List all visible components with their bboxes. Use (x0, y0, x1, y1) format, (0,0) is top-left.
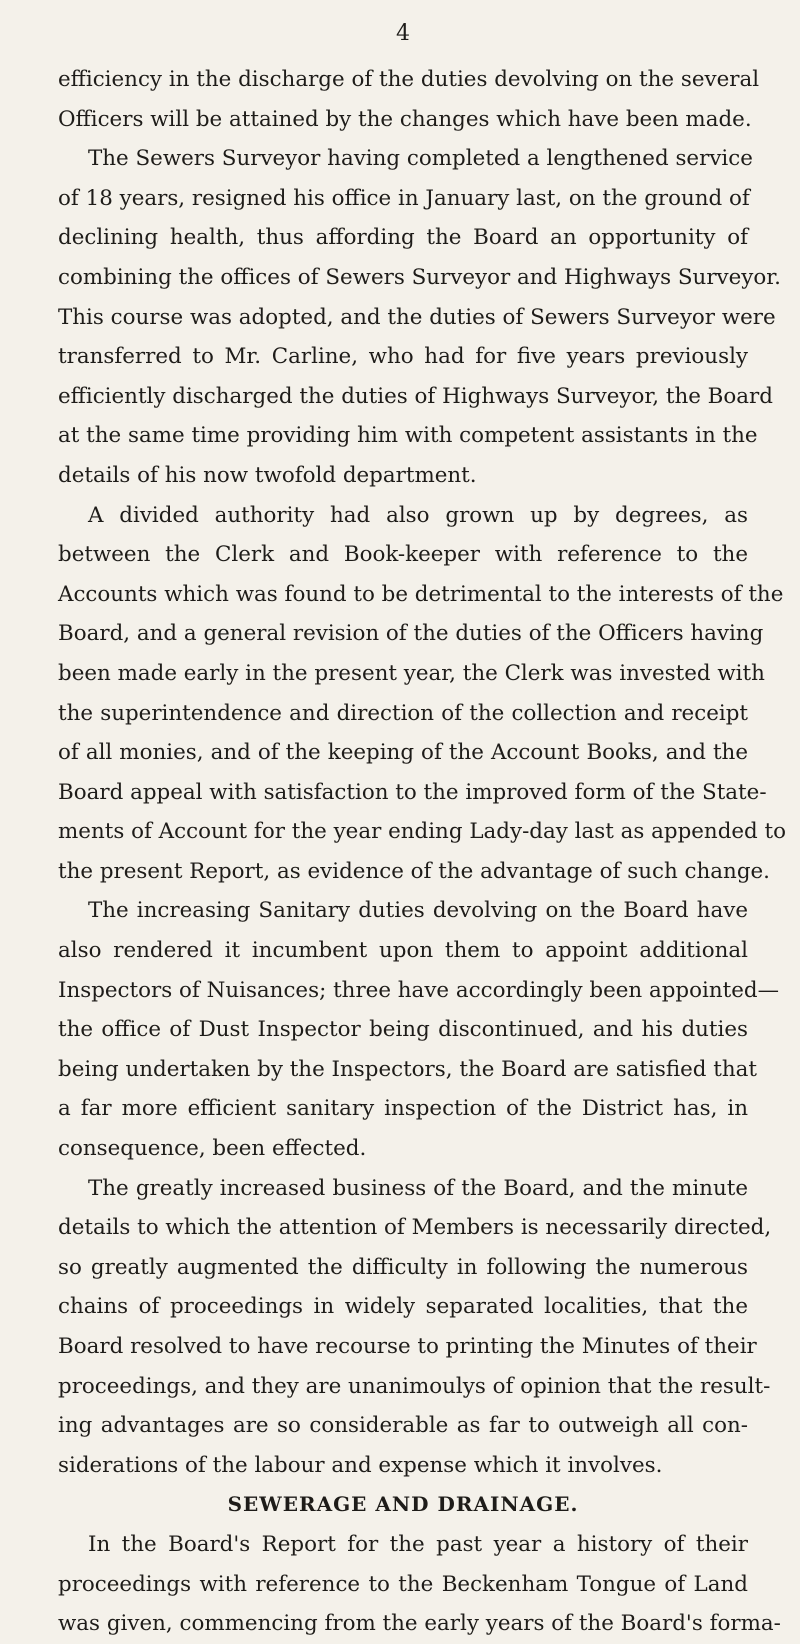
paragraph (58, 891, 779, 1168)
text-line: of all monies, and of the keeping of the Account Books, and the (58, 740, 748, 766)
text-line: was given, commencing from the early years of the Board's forma- (58, 1611, 781, 1637)
text-line: The Sewers Surveyor having completed a lengthened service (88, 146, 753, 172)
text-line: efficiently discharged the duties of Highways Surveyor, the Board (58, 383, 773, 409)
page-number: 4 (396, 21, 410, 46)
paragraph (58, 139, 781, 495)
text-line: the office of Dust Inspector being discontinued, and his duties (58, 1017, 748, 1043)
paragraph (58, 1169, 772, 1486)
text-line: Officers will be attained by the changes which have been made. (58, 106, 752, 132)
text-line: proceedings with reference to the Beckenham Tongue of Land (58, 1571, 748, 1597)
text-line: so greatly augmented the difficulty in following the numerous (58, 1254, 748, 1280)
text-line: The increasing Sanitary duties devolving on the Board have (88, 898, 748, 924)
text-line: the present Report, as evidence of the advantage of such change. (58, 858, 770, 884)
text-line: details of his now twofold department. (58, 462, 477, 488)
text-line: chains of proceedings in widely separated localities, that the (58, 1294, 748, 1320)
text-line: at the same time providing him with competent assistants in the (58, 423, 758, 449)
text-line: Board, and a general revision of the duties of the Officers having (58, 621, 764, 647)
text-line: Accounts which was found to be detrimental to the interests of the (58, 581, 784, 607)
body-text (58, 60, 787, 1644)
text-line: This course was adopted, and the duties of Sewers Surveyor were (58, 304, 776, 330)
text-line: siderations of the labour and expense which it involves. (58, 1452, 663, 1478)
text-line: been made early in the present year, the Clerk was invested with (58, 660, 765, 686)
text-line: also rendered it incumbent upon them to appoint additional (58, 938, 748, 964)
text-line: Board resolved to have recourse to printing the Minutes of their (58, 1334, 757, 1359)
text-line: A divided authority had also grown up by degrees, as (88, 502, 748, 528)
paragraph (58, 496, 787, 892)
text-line: transferred to Mr. Carline, who had for five years previously (58, 344, 748, 370)
text-line: Inspectors of Nuisances; three have accordingly been appointed— (58, 977, 779, 1003)
text-line: Board appeal with satisfaction to the improved form of the State- (58, 779, 767, 805)
paragraph (58, 1525, 781, 1644)
text-line: of 18 years, resigned his office in January last, on the ground of (58, 185, 750, 211)
text-line: consequence, been effected. (58, 1136, 367, 1162)
text-line: efficiency in the discharge of the duties devolving on the several (58, 67, 760, 92)
text-line: ments of Account for the year ending Lady-day last as appended to (58, 819, 787, 845)
section-heading: SEWERAGE AND DRAINAGE. (227, 1492, 579, 1517)
text-line: In the Board's Report for the past year a history of their (88, 1531, 748, 1557)
text-line: ing advantages are so considerable as far to outweigh all con- (58, 1413, 748, 1439)
text-line: declining health, thus affording the Board an opportunity of (58, 225, 748, 251)
text-line: details to which the attention of Members is necessarily directed, (58, 1215, 772, 1241)
text-line: between the Clerk and Book-keeper with reference to the (58, 542, 748, 568)
text-line: The greatly increased business of the Board, and the minute (88, 1175, 748, 1201)
text-line: being undertaken by the Inspectors, the Board are satisfied that (58, 1056, 757, 1082)
text-line: the superintendence and direction of the collection and receipt (58, 700, 748, 726)
text-line: a far more efficient sanitary inspection of the District has, in (58, 1096, 748, 1122)
text-line: proceedings, and they are unanimoulys of opinion that the result- (58, 1373, 771, 1399)
paragraph (58, 60, 760, 139)
text-line: combining the offices of Sewers Surveyor and Highways Surveyor. (58, 264, 781, 290)
